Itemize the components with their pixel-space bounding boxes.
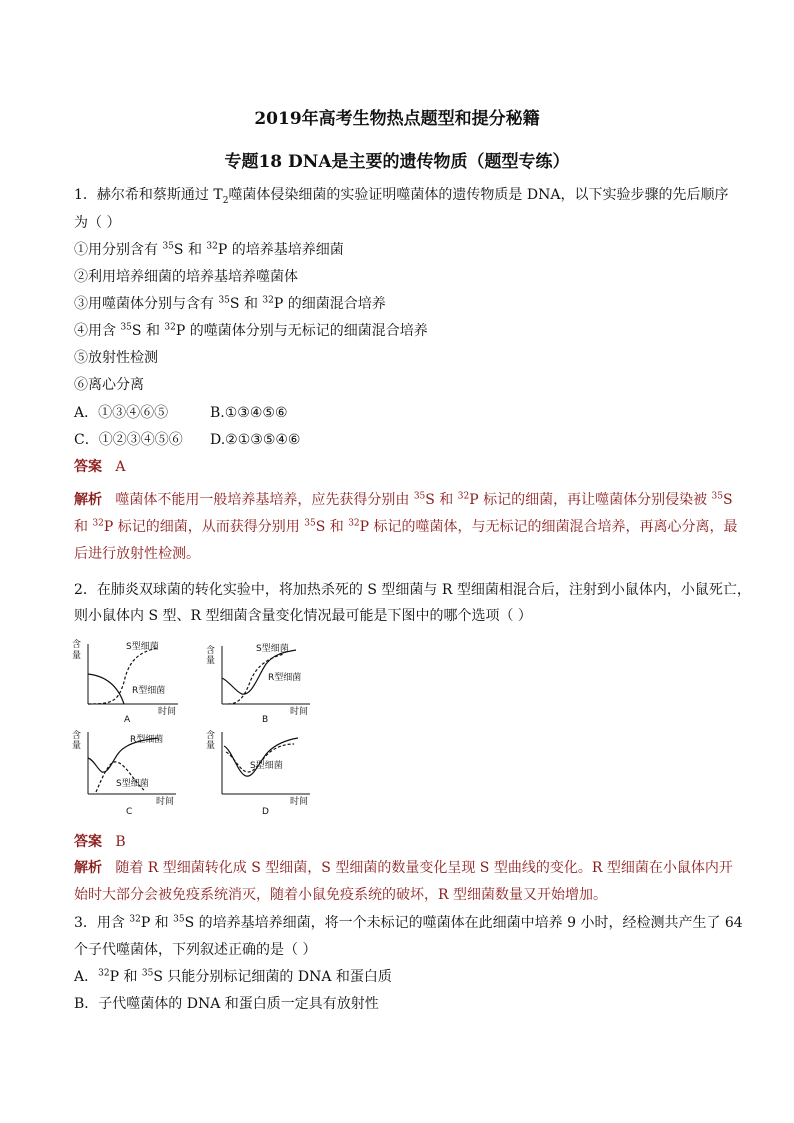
graph-a-ylabel-1: 含 — [72, 640, 82, 650]
graph-c — [72, 728, 192, 822]
q1-step-1: ①用分别含有 $^{35}$S 和 $^{32}$P 的培养基培养细菌 — [74, 241, 344, 258]
q1-stem-line2: 为（ ） — [74, 215, 121, 231]
q1-options-cd — [74, 430, 300, 450]
graph-c-ylabel-2: 量 — [72, 741, 82, 751]
graph-a — [72, 636, 192, 728]
q1-option-d: D.②①③⑤④⑥ — [210, 432, 301, 448]
graph-a-ylabel-2: 量 — [72, 651, 82, 661]
q3-option-a: A．$^{32}$P 和 $^{35}$S 只能分别标记细菌的 DNA 和蛋白质 — [74, 968, 392, 985]
q2-stem-2: 则小鼠体内 S 型、R 型细菌含量变化情况最可能是下图中的哪个选项（ ） — [74, 608, 532, 624]
graph-c-ylabel-1: 含 — [72, 731, 82, 741]
q3-stem-2: 个子代噬菌体，下列叙述正确的是（ ） — [74, 942, 317, 958]
q1-step-2: ②利用培养细菌的培养基培养噬菌体 — [74, 269, 298, 285]
graph-a-xlabel: 时间 — [158, 707, 177, 717]
graph-a-r-label: R型细菌 — [132, 686, 166, 696]
graph-a-r-curve — [88, 674, 124, 704]
q1-option-b: B.①③④⑤⑥ — [210, 405, 288, 421]
graph-c-caption: C — [126, 807, 133, 817]
graph-b-caption: B — [262, 715, 269, 724]
graph-c-s-label: S型细菌 — [116, 779, 149, 789]
q1-explanation-3: 后进行放射性检测。 — [74, 546, 200, 562]
graph-c-xlabel: 时间 — [156, 797, 175, 807]
graph-d-caption: D — [262, 807, 269, 817]
page-subtitle: 专题18 DNA是主要的遗传物质（题型专练） — [224, 152, 570, 172]
graph-b-xlabel: 时间 — [290, 707, 309, 717]
q2-explanation-1: 解析 随着 R 型细菌转化成 S 型细菌，S 型细菌的数量变化呈现 S 型曲线的变化。R 型细菌在小鼠体内开 — [74, 860, 733, 876]
page-title: 2019年高考生物热点题型和提分秘籍 — [254, 109, 540, 129]
q3-stem-1: 3．用含 $^{32}$P 和 $^{35}$S 的培养基培养细菌，将一个未标记的噬菌体在此细菌中培养 9 小时，经检测共产生了 64 — [74, 914, 743, 931]
q1-explanation-2: 和 $^{32}$P 标记的细菌，从而获得分别用 $^{35}$S 和 $^{32}$P 标记的噬菌体，与无标记的细菌混合培养，再离心分离，最 — [74, 518, 738, 535]
graph-a-caption: A — [124, 715, 131, 724]
q2-stem-1: 2．在肺炎双球菌的转化实验中，将加热杀死的 S 型细菌与 R 型细菌相混合后，注射到小鼠体内，小鼠死亡， — [74, 582, 751, 598]
q1-stem: 1．赫尔希和蔡斯通过 $T_2$噬菌体侵染细菌的实验证明噬菌体的遗传物质是 DNA，以下实验步骤的先后顺序 — [74, 187, 729, 206]
q1-step-5: ⑤放射性检测 — [74, 350, 158, 366]
q1-explanation-1: 解析 噬菌体不能用一般培养基培养，应先获得分别由 $^{35}$S 和 $^{32}$P 标记的细菌，再让噬菌体分别侵染被 $^{35}$S — [74, 491, 733, 508]
q1-step-4: ④用含 $^{35}$S 和 $^{32}$P 的噬菌体分别与无标记的细菌混合培养 — [74, 322, 428, 339]
graph-d — [206, 728, 326, 822]
graph-b-ylabel-2: 量 — [206, 656, 216, 666]
q1-option-a: A．①③④⑥⑤ — [74, 405, 169, 421]
graph-b — [206, 636, 326, 728]
graph-c-r-label: R型细菌 — [130, 735, 164, 745]
graph-d-xlabel: 时间 — [290, 797, 309, 807]
q1-step-6: ⑥离心分离 — [74, 377, 144, 393]
q1-answer: 答案 A — [74, 459, 126, 475]
q3-option-b: B．子代噬菌体的 DNA 和蛋白质一定具有放射性 — [74, 996, 379, 1012]
graph-a-s-label: S型细菌 — [126, 642, 159, 652]
q1-option-c: C．①②③④⑤⑥ — [74, 432, 183, 448]
graph-b-r-label: R型细菌 — [268, 673, 302, 683]
graph-d-s-label: S型细菌 — [250, 761, 283, 771]
graph-b-ylabel-1: 含 — [206, 646, 216, 656]
graph-d-ylabel-1: 含 — [206, 731, 216, 741]
q2-answer: 答案 B — [74, 834, 126, 850]
q2-explanation-2: 始时大部分会被免疫系统消灭，随着小鼠免疫系统的破坏，R 型细菌数量又开始增加。 — [74, 887, 607, 903]
graph-d-ylabel-2: 量 — [206, 741, 216, 751]
q1-options-ab — [74, 403, 288, 423]
q1-step-3: ③用噬菌体分别与含有 $^{35}$S 和 $^{32}$P 的细菌混合培养 — [74, 295, 386, 312]
graph-b-s-label: S型细菌 — [256, 644, 289, 654]
